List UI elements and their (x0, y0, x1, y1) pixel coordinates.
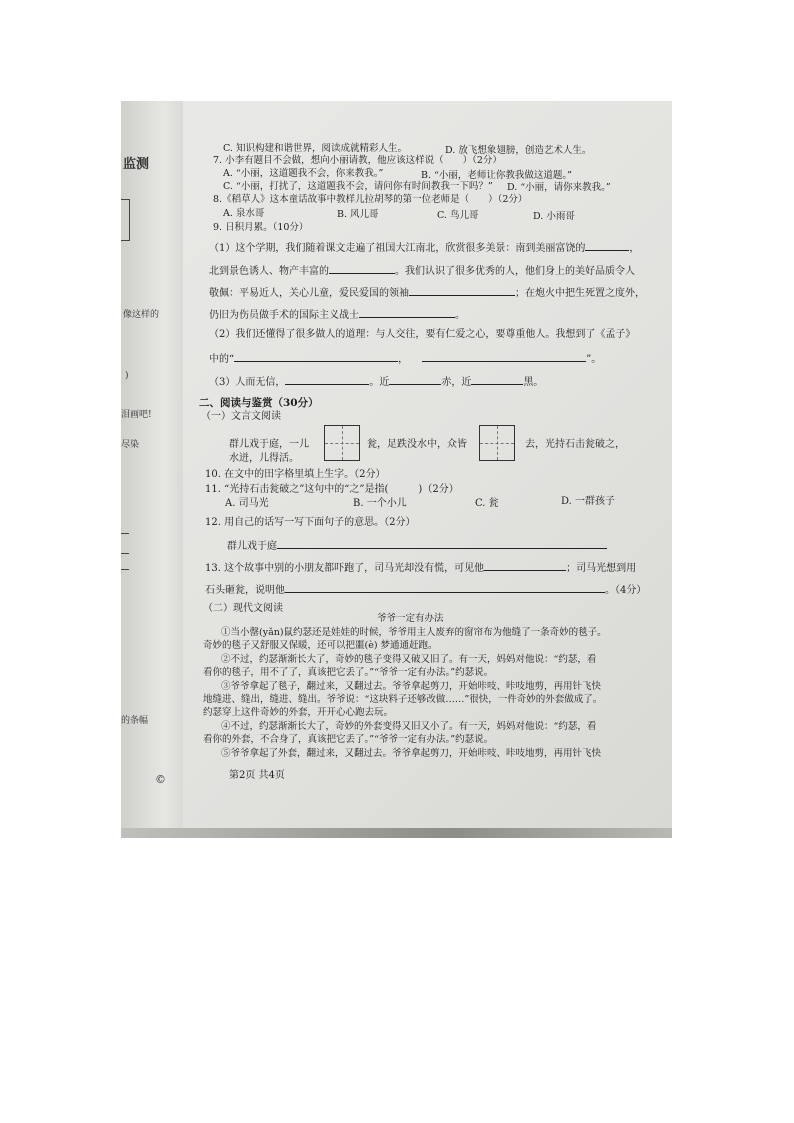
passage-part-d: 水迸，儿得活。 (229, 453, 299, 464)
q7-option-d: D. “小丽，请你来教我。” (507, 182, 611, 193)
answer-blank[interactable] (234, 352, 398, 362)
section-2-title: 二、阅读与鉴赏（30分） (199, 397, 319, 409)
para-1-line-2: 奇妙的毯子又舒服又保暖，还可以把噩(è) 梦通通赶跑。 (203, 640, 438, 651)
para-3-line-1: ③爷爷拿起了毯子，翻过来，又翻过去。爷爷拿起剪刀，开始咔吱、咔吱地剪，再用针飞快 (221, 681, 602, 692)
answer-blank[interactable] (422, 352, 586, 362)
q9-1-line-d: 仍旧为伤员做手术的国际主义战士 。 (209, 310, 465, 321)
q8-stem: 8.《稻草人》这本童话故事中教样儿拉胡琴的第一位老师是（ ）（2分） (213, 194, 528, 205)
q7-option-a: A. “小丽，这道题我不会，你来教我。” (223, 168, 384, 179)
q6-option-c: C. 知识构建和谐世界，阅读成就精彩人生。 (223, 143, 407, 154)
q9-stem: 9. 日积月累。（10分） (213, 222, 309, 233)
q9-3-line: （3）人而无信， 。近 赤，近 黑。 (209, 377, 544, 388)
q9-1-line-a: （1）这个学期，我们随着课文走遍了祖国大江南北，欣赏很多美景：南到美丽富饶的 ， (209, 243, 640, 254)
page-mark: © (155, 773, 166, 786)
margin-note: 泪画吧! (121, 410, 152, 420)
sub-section-1-title: （一）文言文阅读 (201, 411, 281, 422)
q12-stem: 12. 用自己的话写一写下面句子的意思。（2分） (205, 517, 416, 528)
answer-blank[interactable] (277, 539, 607, 549)
q12-answer-line: 群儿戏于庭 (227, 539, 607, 553)
para-5-line-1: ⑤爷爷拿起了外套，翻过来，又翻过去。爷爷拿起剪刀，开始咔吱、咔吱地剪，再用针飞快 (221, 748, 602, 759)
previous-page-margin (121, 101, 183, 838)
q9-1-line-b: 北到景色诱人、物产丰富的 。我们认识了很多优秀的人，他们身上的美好品质令人 (209, 266, 635, 277)
q8-option-c: C. 鸟儿哥 (437, 210, 479, 221)
margin-header-fragment: 监测 (123, 157, 150, 172)
passage-part-b: 瓮，足跌没水中，众皆 (367, 439, 467, 450)
passage-part-a: 群儿戏于庭，一儿 (229, 439, 309, 450)
page-footer: 第2页 共4页 (229, 770, 285, 781)
q10-stem: 10. 在文中的田字格里填上生字。（2分） (205, 469, 386, 480)
q11-stem: 11. “光持石击瓮破之”这句中的“之”是指( )（2分） (205, 484, 459, 495)
q8-option-b: B. 风儿哥 (337, 209, 379, 220)
answer-blank[interactable] (285, 583, 605, 593)
q11-option-b: B. 一个小儿 (353, 498, 407, 509)
para-4-line-1: ④不过，约瑟渐渐长大了，奇妙的外套变得又旧又小了。有一天，妈妈对他说：“约瑟，看 (221, 721, 597, 732)
answer-blank[interactable] (329, 264, 395, 274)
answer-blank[interactable] (285, 375, 369, 385)
q8-option-d: D. 小雨哥 (533, 211, 575, 222)
answer-blank[interactable] (359, 308, 455, 318)
para-1-line-1: ①当小罄(yǎn)鼠约瑟还是娃娃的时候，爷爷用主人废弃的窗帘布为他缝了一条奇妙的毯子。 (221, 627, 607, 638)
q11-option-a: A. 司马光 (225, 498, 269, 509)
q7-option-b: B. “小丽，老师让你教我做这道题。” (421, 170, 572, 181)
answer-blank[interactable] (471, 375, 523, 385)
q8-option-a: A. 泉水哥 (223, 208, 265, 219)
para-2-line-1: ②不过，约瑟渐渐长大了，奇妙的毯子变得又破又旧了。有一天，妈妈对他说：“约瑟，看 (221, 654, 597, 665)
margin-note: 尽染 (121, 440, 140, 450)
q9-2-line-b: 中的“ ， ”。 (209, 354, 602, 365)
answer-blank[interactable] (389, 375, 441, 385)
exam-page-photo (121, 101, 672, 838)
tianzige-box-1[interactable] (324, 425, 360, 461)
q9-2-line-a: （2）我们还懂得了很多做人的道理：与人交往，要有仁爱之心，要尊重他人。我想到了《孟子》 (209, 329, 636, 340)
q7-stem: 7. 小李有题目不会做，想向小丽请教，他应该这样说（ ）（2分） (213, 155, 502, 166)
answer-blank[interactable] (585, 241, 629, 251)
margin-note: ) (125, 371, 129, 381)
photo-bottom-edge (121, 828, 672, 838)
tianzige-box-2[interactable] (479, 425, 515, 461)
para-3-line-3: 约瑟穿上这件奇妙的外套，开开心心跑去玩。 (203, 707, 394, 718)
para-4-line-2: 看你的外套，不合身了，真该把它丢了。”“爷爷一定有办法。”约瑟说。 (203, 734, 494, 745)
para-3-line-2: 地缝进、缝出，缝进、缝出。爷爷说：“这块料子还够改做……”很快，一件奇妙的外套做成了。 (203, 694, 603, 705)
answer-blank[interactable] (484, 561, 566, 571)
sub-section-2-title: （二）现代文阅读 (203, 603, 283, 614)
q11-option-c: C. 瓮 (475, 498, 499, 509)
q6-option-d: D. 放飞想象翅膀，创造艺术人生。 (445, 145, 592, 156)
q11-option-d: D. 一群孩子 (561, 496, 616, 507)
q13-line-a: 13. 这个故事中别的小朋友都吓跑了，司马光却没有慌，可见他 ；司马光想到用 (205, 563, 637, 574)
q13-line-b: 石头砸瓮，说明他 。（4分） (205, 585, 647, 596)
margin-note: 的条幅 (121, 716, 149, 726)
q9-1-line-c: 敬佩：平易近人，关心儿童，爱民爱国的领袖 ；在炮火中把生死置之度外， (209, 288, 645, 299)
para-2-line-2: 看你的毯子，用不了了，真该把它丢了。”“爷爷一定有办法。”约瑟说。 (203, 667, 494, 678)
passage-part-c: 去，光持石击瓮破之， (525, 439, 625, 450)
answer-blank[interactable] (409, 286, 515, 296)
margin-note: 像这样的 (123, 310, 160, 320)
story-title: 爷爷一定有办法 (377, 613, 444, 624)
q7-option-c: C. “小丽，打扰了，这道题我不会，请问你有时间教我一下吗？” (223, 181, 493, 192)
